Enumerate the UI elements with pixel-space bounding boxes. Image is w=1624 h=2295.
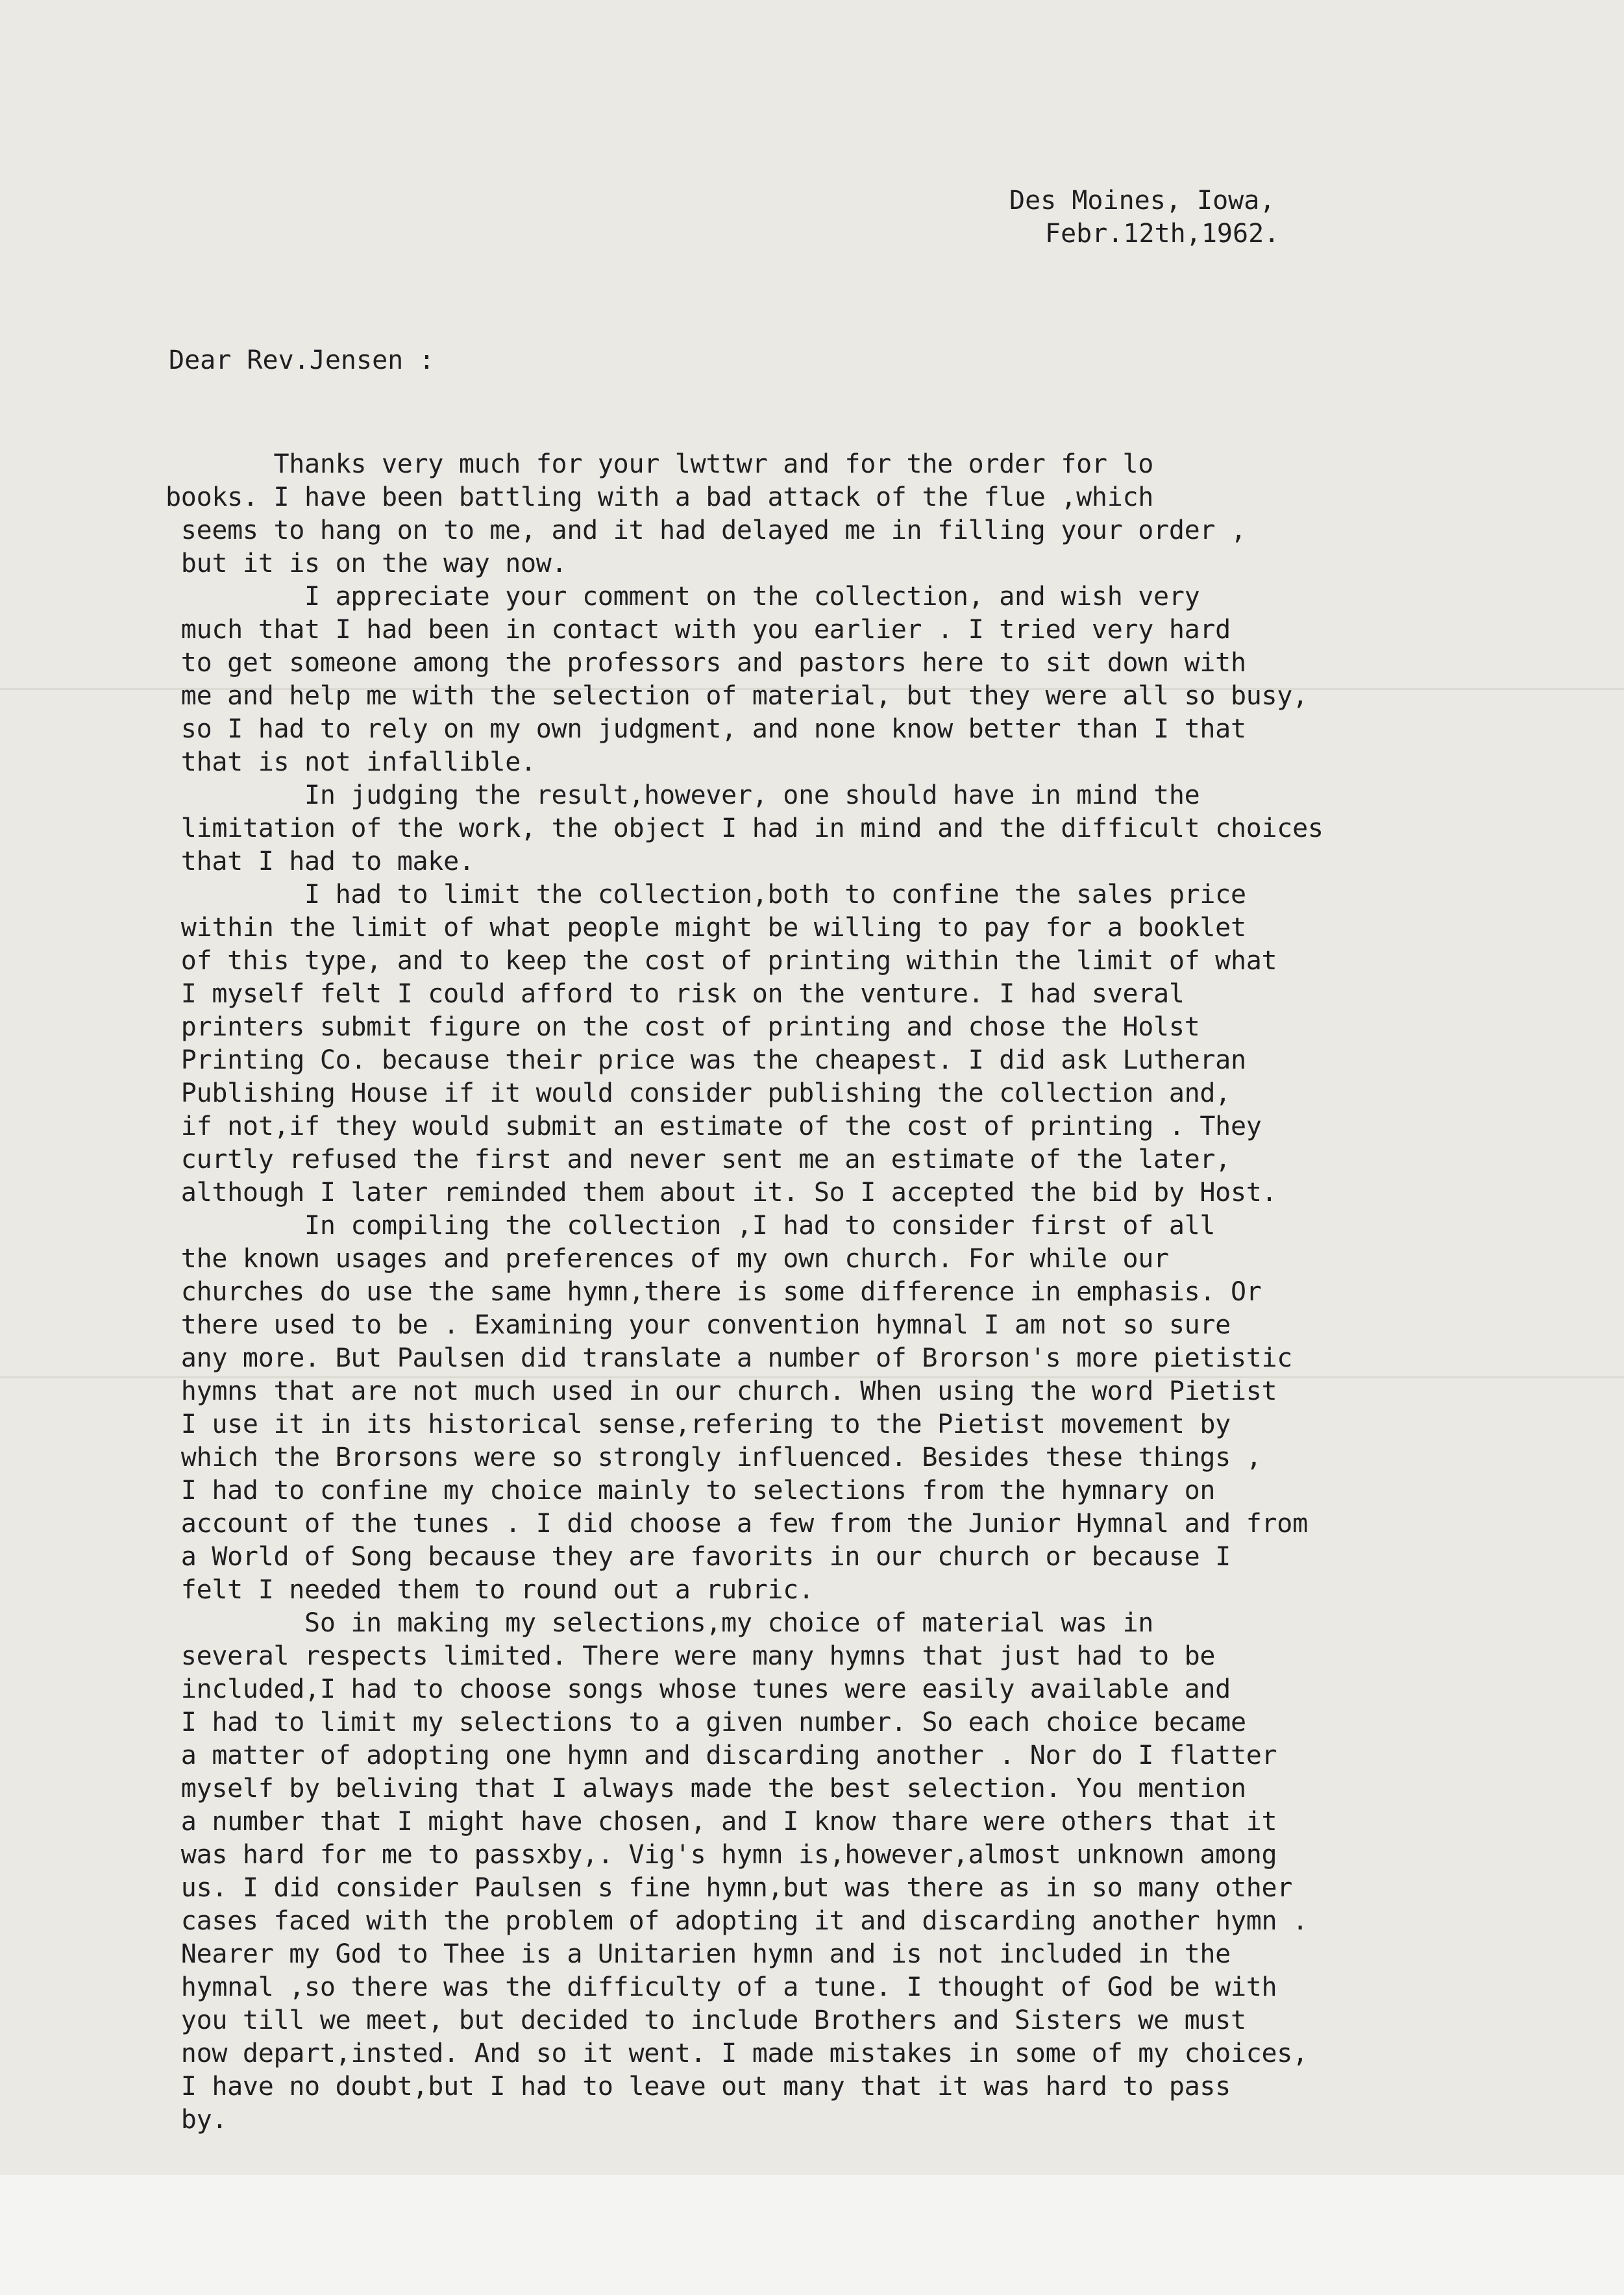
letter-line: of this type, and to keep the cost of printing within the limit of what xyxy=(166,946,1277,976)
letter-line: to get someone among the professors and pastors here to sit down with xyxy=(166,648,1246,678)
letter-line: several respects limited. There were many hymns that just had to be xyxy=(166,1641,1216,1671)
letter-line: I appreciate your comment on the collection, and wish very xyxy=(166,582,1200,612)
letter-line: but it is on the way now. xyxy=(166,549,567,578)
letter-line: although I later reminded them about it. So I accepted the bid by Host. xyxy=(166,1178,1277,1208)
letter-line: limitation of the work, the object I had in mind and the difficult choices xyxy=(166,813,1323,843)
letter-line: In judging the result,however, one should have in mind the xyxy=(166,780,1200,810)
letter-line: curtly refused the first and never sent me an estimate of the later, xyxy=(166,1145,1231,1174)
letter-line: me and help me with the selection of material, but they were all so busy, xyxy=(166,681,1308,711)
letter-line: Publishing House if it would consider publishing the collection and, xyxy=(166,1078,1231,1108)
letter-line: So in making my selections,my choice of material was in xyxy=(166,1608,1154,1638)
letter-line: within the limit of what people might be willing to pay for a booklet xyxy=(166,913,1246,943)
letter-line: much that I had been in contact with you earlier . I tried very hard xyxy=(166,615,1231,645)
letter-line: which the Brorsons were so strongly influenced. Besides these things , xyxy=(166,1443,1262,1472)
letter-body xyxy=(166,448,1323,2137)
letter-line: a matter of adopting one hymn and discarding another . Nor do I flatter xyxy=(166,1741,1277,1770)
letter-line: In compiling the collection ,I had to consider first of all xyxy=(166,1211,1216,1241)
letter-line: cases faced with the problem of adopting it and discarding another hymn . xyxy=(166,1906,1308,1936)
letter-line: that is not infallible. xyxy=(166,747,536,777)
letter-line: Thanks very much for your lwttwr and for the order for lo xyxy=(166,449,1154,479)
letter-salutation: Dear Rev.Jensen : xyxy=(169,345,435,375)
letter-line: books. I have been battling with a bad attack of the flue ,which xyxy=(166,482,1154,512)
letter-line: Printing Co. because their price was the cheapest. I did ask Lutheran xyxy=(166,1045,1246,1075)
letter-line: that I had to make. xyxy=(166,847,474,876)
letter-line: myself by beliving that I always made the best selection. You mention xyxy=(166,1774,1246,1804)
letter-line: any more. But Paulsen did translate a number of Brorson's more pietistic xyxy=(166,1343,1293,1373)
letter-line: I have no doubt,but I had to leave out many that it was hard to pass xyxy=(166,2072,1231,2102)
letter-line: churches do use the same hymn,there is some difference in emphasis. Or xyxy=(166,1277,1262,1307)
letter-line: us. I did consider Paulsen s fine hymn,but was there as in so many other xyxy=(166,1873,1293,1903)
letter-line: was hard for me to passxby,. Vig's hymn is,however,almost unknown among xyxy=(166,1840,1277,1870)
letter-line: if not,if they would submit an estimate of the cost of printing . They xyxy=(166,1111,1262,1141)
letter-line: a World of Song because they are favorits in our church or because I xyxy=(166,1542,1231,1572)
letter-line: I myself felt I could afford to risk on the venture. I had sveral xyxy=(166,979,1185,1009)
letter-line: included,I had to choose songs whose tunes were easily available and xyxy=(166,1674,1231,1704)
letter-line: account of the tunes . I did choose a few from the Junior Hymnal and from xyxy=(166,1509,1308,1539)
letter-line: felt I needed them to round out a rubric. xyxy=(166,1575,814,1605)
letter-line: a number that I might have chosen, and I know thare were others that it xyxy=(166,1807,1277,1837)
letter-line: seems to hang on to me, and it had delayed me in filling your order , xyxy=(166,515,1246,545)
letter-line: I use it in its historical sense,refering to the Pietist movement by xyxy=(166,1409,1231,1439)
letter-line: so I had to rely on my own judgment, and none know better than I that xyxy=(166,714,1246,744)
letter-line: Nearer my God to Thee is a Unitarien hymn and is not included in the xyxy=(166,1939,1231,1969)
letter-place: Des Moines, Iowa, xyxy=(1009,186,1275,216)
letter-line: I had to confine my choice mainly to selections from the hymnary on xyxy=(166,1476,1216,1506)
letter-line: I had to limit the collection,both to confine the sales price xyxy=(166,880,1246,910)
letter-line: I had to limit my selections to a given number. So each choice became xyxy=(166,1707,1246,1737)
letter-line: now depart,insted. And so it went. I made mistakes in some of my choices, xyxy=(166,2039,1308,2068)
letter-dateline xyxy=(1009,183,1279,249)
letter-line: you till we meet, but decided to include Brothers and Sisters we must xyxy=(166,2005,1246,2035)
letter-line: hymnal ,so there was the difficulty of a tune. I thought of God be with xyxy=(166,1972,1277,2002)
scan-bottom-margin xyxy=(0,2175,1624,2295)
letter-line: hymns that are not much used in our church. When using the word Pietist xyxy=(166,1376,1277,1406)
letter-line: there used to be . Examining your convention hymnal I am not so sure xyxy=(166,1310,1231,1340)
letter-line: printers submit figure on the cost of printing and chose the Holst xyxy=(166,1012,1200,1042)
letter-line: by. xyxy=(166,2105,228,2135)
letter-date: Febr.12th,1962. xyxy=(1045,219,1280,249)
letter-line: the known usages and preferences of my own church. For while our xyxy=(166,1244,1169,1274)
